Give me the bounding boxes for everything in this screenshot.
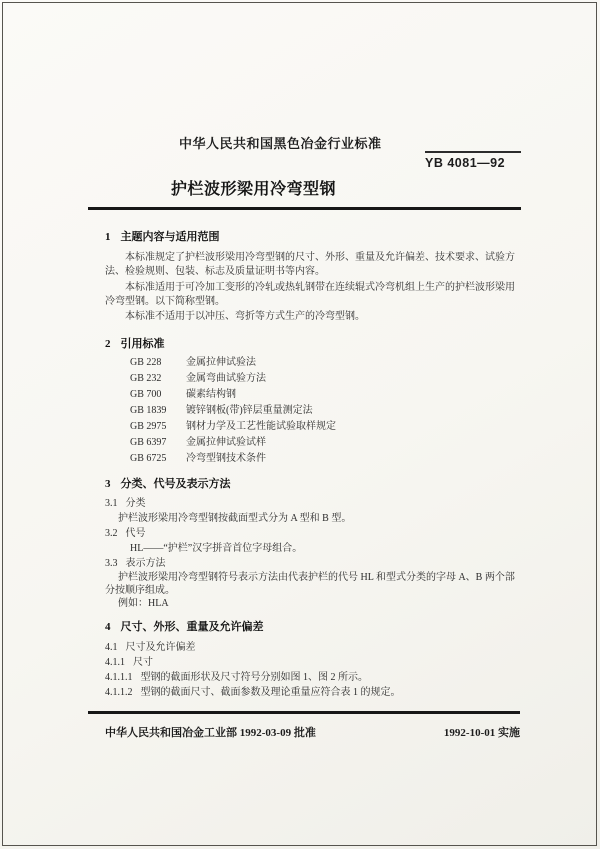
reference-item	[130, 387, 521, 403]
reference-code: GB 6725	[130, 453, 167, 464]
section-number: 4	[105, 621, 111, 633]
footer	[105, 724, 520, 740]
section-title: 尺寸、外形、重量及允许偏差	[120, 621, 264, 633]
paragraph: 本标准规定了护栏波形梁用冷弯型钢的尺寸、外形、重量及允许偏差、技术要求、试验方法、检验规则、包装、标志及质量证明书等内容。	[105, 252, 515, 277]
section-number: 1	[105, 231, 111, 243]
reference-item	[130, 371, 521, 387]
reference-title: 镀锌钢板(带)锌层重量测定法	[186, 405, 313, 416]
clause-number: 4.1	[105, 642, 118, 653]
section-number: 3	[105, 478, 111, 490]
clause-title: 尺寸及允许偏差	[125, 642, 196, 653]
clause-4-1-1-2	[105, 685, 521, 700]
reference-title: 碳素结构钢	[186, 389, 236, 400]
section-number: 2	[105, 338, 111, 350]
document-title: 护栏波形梁用冷弯型钢	[171, 181, 337, 198]
reference-title: 钢材力学及工艺性能试验取样规定	[186, 421, 336, 432]
reference-code: GB 6397	[130, 437, 167, 448]
clause-text: 型钢的截面尺寸、截面参数及理论重量应符合表 1 的规定。	[140, 687, 401, 698]
clause-title: 表示方法	[125, 558, 166, 569]
reference-code: GB 228	[130, 357, 162, 368]
reference-item	[130, 435, 521, 451]
clause-title: 分类	[125, 498, 146, 509]
reference-item	[130, 451, 521, 467]
clause-number: 4.1.1	[105, 657, 125, 668]
paragraph: 本标准不适用于以冲压、弯折等方式生产的冷弯型钢。	[125, 311, 365, 322]
clause-title: 尺寸	[133, 657, 153, 668]
reference-title: 金属拉伸试验试样	[186, 437, 266, 448]
section-3-heading	[105, 477, 521, 491]
subsection-4-1-1-heading	[105, 655, 521, 670]
reference-code: GB 1839	[130, 405, 167, 416]
clause-title: 代号	[125, 528, 146, 539]
reference-code: GB 2975	[130, 421, 167, 432]
standard-class-heading: 中华人民共和国黑色冶金行业标准	[179, 136, 382, 151]
paragraph: 本标准适用于可冷加工变形的冷轧或热轧钢带在连续辊式冷弯机组上生产的护栏波形梁用冷弯型钢。以下简称型钢。	[105, 282, 515, 307]
subsection-3-1-body: 护栏波形梁用冷弯型钢按截面型式分为 A 型和 B 型。	[118, 513, 352, 524]
implementation-note: 1992-10-01 实施	[443, 727, 520, 739]
reference-item	[130, 403, 521, 419]
section-4-heading	[105, 620, 521, 634]
header-divider-rule	[88, 207, 521, 210]
clause-number: 4.1.1.2	[105, 687, 133, 698]
subsection-3-1-heading	[105, 496, 521, 511]
clause-number: 3.3	[105, 558, 118, 569]
clause-number: 4.1.1.1	[105, 672, 133, 683]
reference-code: GB 700	[130, 389, 162, 400]
section-title: 引用标准	[120, 338, 165, 350]
standard-code-block	[425, 151, 521, 170]
subsection-4-1-heading	[105, 640, 521, 655]
section-2-heading	[105, 337, 521, 351]
reference-title: 金属弯曲试验方法	[186, 373, 266, 384]
clause-number: 3.1	[105, 498, 118, 509]
section-1-heading	[105, 230, 521, 244]
subsection-3-2-heading	[105, 526, 521, 541]
subsection-3-3-body: 护栏波形梁用冷弯型钢符号表示方法由代表护栏的代号 HL 和型式分类的字母 A、B 两个部分按顺序组成。	[105, 572, 515, 596]
reference-list	[130, 355, 521, 467]
reference-code: GB 232	[130, 373, 162, 384]
reference-item	[130, 355, 521, 371]
section-title: 主题内容与适用范围	[120, 231, 220, 243]
reference-title: 金属拉伸试验法	[186, 357, 256, 368]
clause-number: 3.2	[105, 528, 118, 539]
example-text: 例如：HLA	[118, 598, 169, 609]
approval-note: 中华人民共和国冶金工业部 1992-03-09 批准	[105, 727, 316, 739]
subsection-3-2-body: HL——“护栏”汉字拼音首位字母组合。	[130, 543, 303, 554]
reference-title: 冷弯型钢技术条件	[186, 453, 266, 464]
document-body	[105, 230, 521, 700]
subsection-3-3-heading	[105, 556, 521, 571]
footer-divider-rule	[88, 711, 520, 714]
reference-item	[130, 419, 521, 435]
standard-code: YB 4081—92	[425, 156, 506, 170]
clause-4-1-1-1	[105, 670, 521, 685]
clause-text: 型钢的截面形状及尺寸符号分别如图 1、图 2 所示。	[140, 672, 368, 683]
section-title: 分类、代号及表示方法	[120, 478, 231, 490]
